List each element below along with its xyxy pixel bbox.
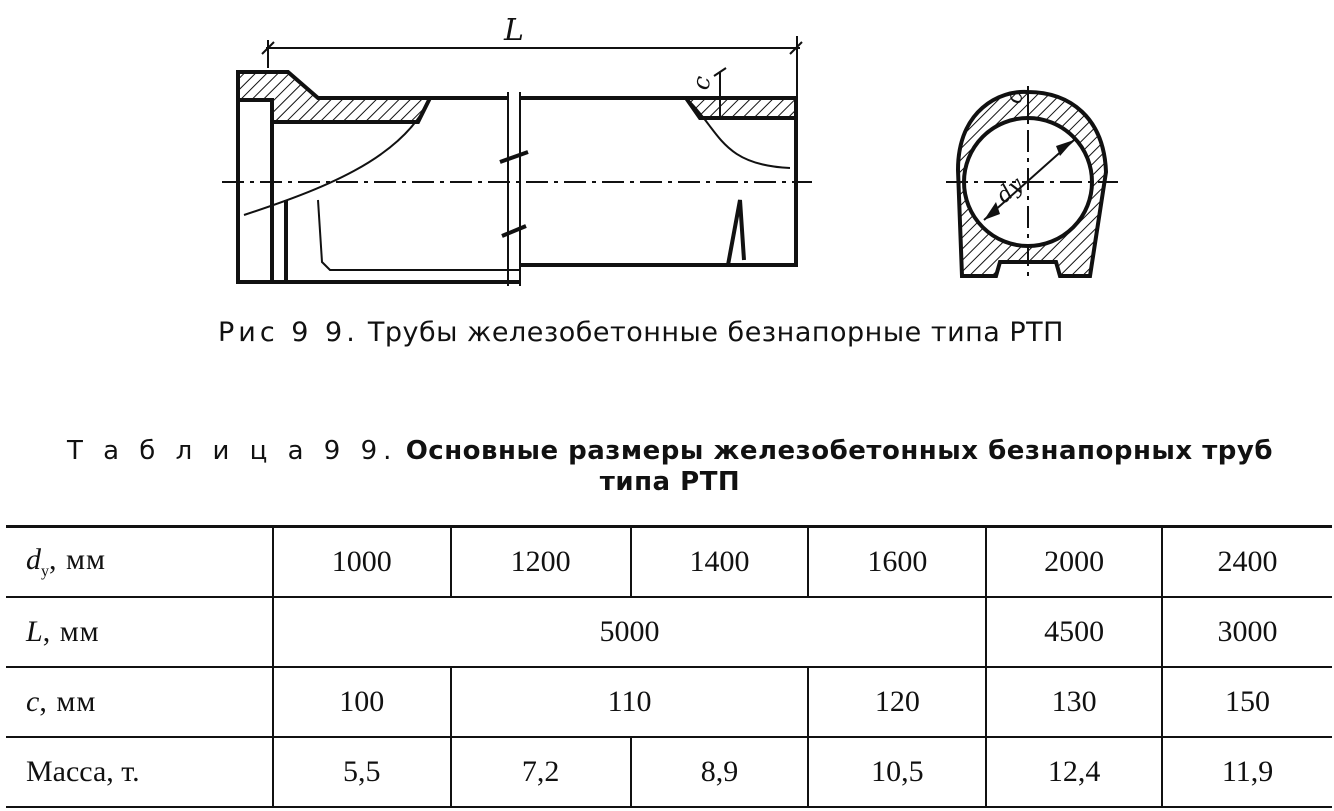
table-cell: 150 (1162, 667, 1332, 737)
length-label: L (504, 13, 524, 48)
figure-caption (218, 316, 1138, 349)
table-row (6, 737, 1332, 807)
table-cell: 1200 (451, 527, 631, 598)
table-title-lead: Т а б л и ц а 9 9. (66, 436, 398, 466)
table-row (6, 667, 1332, 737)
pipe-drawing (0, 0, 1334, 300)
pipe-side-view (222, 68, 812, 286)
table-cell: 5000 (273, 597, 986, 667)
dimensions-table (6, 525, 1332, 808)
row-label: $d_у$, мм (6, 527, 273, 598)
table-cell: 8,9 (631, 737, 809, 807)
table-cell: 1400 (631, 527, 809, 598)
table-cell: 1600 (808, 527, 986, 598)
table-cell: 110 (451, 667, 809, 737)
caption-text: Трубы железобетонные безнапорные типа РТП (367, 317, 1064, 348)
table-cell: 11,9 (1162, 737, 1332, 807)
pipe-cross-section (946, 86, 1118, 282)
diameter-label: dу (991, 172, 1029, 209)
table-cell: 130 (986, 667, 1162, 737)
caption-number: Рис 9 9. (218, 317, 359, 348)
table-cell: 4500 (986, 597, 1162, 667)
table-cell: 7,2 (451, 737, 631, 807)
table-title (40, 436, 1300, 498)
table-cell: 10,5 (808, 737, 986, 807)
table-cell: 1000 (273, 527, 451, 598)
table-row (6, 597, 1332, 667)
wall-label: c (686, 73, 717, 92)
table-cell: 120 (808, 667, 986, 737)
table-cell: 5,5 (273, 737, 451, 807)
table-row (6, 527, 1332, 598)
table-cell: 2400 (1162, 527, 1332, 598)
table-cell: 12,4 (986, 737, 1162, 807)
row-label: L, мм (6, 597, 273, 667)
table-title-text: Основные размеры железобетонных безнапорных труб типа РТП (405, 436, 1274, 497)
table-cell: 3000 (1162, 597, 1332, 667)
row-label: Масса, т. (6, 737, 273, 807)
table-cell: 2000 (986, 527, 1162, 598)
row-label: c, мм (6, 667, 273, 737)
table-cell: 100 (273, 667, 451, 737)
section-wall-label: c (1001, 89, 1029, 106)
